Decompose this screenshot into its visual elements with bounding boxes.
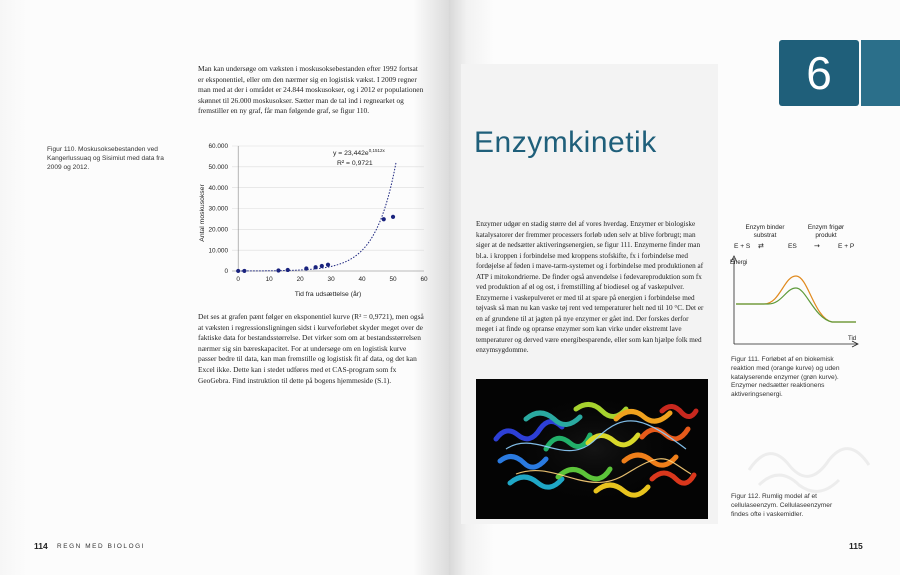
energy-axis-label: Energi — [730, 260, 748, 266]
intro-paragraph: Man kan undersøge om væksten i moskusoksebestanden efter 1992 fortsat er eksponentiel, eller om den nærmer sig en logistisk vækst. I 2009 regner man med at der i området er 24.844 moskusokser, og i 2012 er populationen skønnet til 26.000 moskusokser. Sætter man de tal ind i regnearket og fremstiller en ny graf, får man følgende graf, se figur 110. — [198, 64, 424, 116]
x-tick-label: 10 — [265, 276, 273, 283]
right-page — [449, 0, 900, 575]
data-point — [304, 266, 308, 270]
figure-111-caption: Figur 111. Forløbet af en biokemisk reaktion med (orange kurve) og uden katalyserende enzymer (grøn kurve). Enzymer nedsætter reaktionens aktiveringsenergi. — [731, 356, 840, 399]
curve-without-enzyme — [736, 276, 856, 322]
r-squared-label: R² = 0,9721 — [337, 160, 373, 167]
data-points — [236, 215, 395, 273]
x-tick-label: 0 — [236, 276, 240, 283]
y-tick-label: 10.000 — [208, 247, 228, 255]
curve-with-enzyme — [736, 288, 856, 322]
chart-tick-labels — [208, 143, 428, 283]
regression-equation: $y = 23,442e^{0,1512x}$ — [333, 148, 385, 157]
data-point — [286, 268, 290, 272]
page-number-left: 114 — [34, 541, 48, 551]
body-paragraph: Det ses at grafen pænt følger en eksponentiel kurve (R² = 0,9721), men også at væksten i regressionsligningen sidst i kurveforløbet skyder meget over de faktiske data for bestandsstørrelse. Det virker som om at bestandsstørrelsen nærmer sig sin bæreskapacitet. For at undersøge om en logistisk kurve passer bedre til data, kan man fremstille og logistisk fit af data, og det kan Excel ikke. Dette kan i stedet udføres med et CAS-program som fx GeoGebra. Find instruktion til dette på bogens hjemmeside (S.1). — [198, 312, 424, 385]
data-point — [242, 269, 246, 273]
time-axis-label: Tid — [848, 336, 857, 342]
chapter-title: Enzymkinetik — [474, 126, 657, 159]
protein-watermark — [739, 430, 879, 500]
y-axis-label: Antal moskusokser — [199, 184, 206, 242]
y-tick-label: 20.000 — [208, 226, 228, 234]
x-tick-label: 60 — [420, 276, 428, 283]
label-enzyme-releases: Enzym frigør — [807, 224, 845, 231]
label-enzyme-binds: Enzym binder — [745, 224, 785, 231]
state-start: E + S — [734, 243, 751, 250]
chapter-tab — [861, 40, 900, 106]
state-end: E + P — [838, 243, 855, 250]
data-point — [236, 269, 240, 273]
x-axis-label: Tid fra udsættelse (år) — [294, 291, 362, 298]
data-point — [391, 215, 395, 219]
energy-diagram — [728, 220, 896, 350]
left-page — [0, 0, 449, 575]
label-product: produkt — [815, 232, 837, 239]
figure-110-caption: Figur 110. Moskusoksebestanden ved Kangerlussuaq og Sisimiut med data fra 2009 og 2012. — [47, 146, 164, 171]
figure-112-caption: Figur 112. Rumlig model af et cellulaseenzym. Cellulaseenzymer findes ofte i vaskemidler. — [731, 493, 833, 518]
x-tick-label: 20 — [296, 276, 304, 283]
x-tick-label: 40 — [358, 276, 366, 283]
y-tick-label: 40.000 — [208, 184, 228, 192]
y-tick-label: 50.000 — [208, 164, 228, 172]
trendline-series — [238, 162, 396, 271]
data-point — [314, 265, 318, 269]
data-point — [382, 217, 386, 221]
running-head: REGN MED BIOLOGI — [57, 543, 146, 550]
reversible-arrow-icon: ⇄ — [758, 242, 764, 250]
x-tick-label: 30 — [327, 276, 335, 283]
population-chart — [196, 138, 436, 300]
forward-arrow-icon: → — [814, 242, 820, 250]
data-point — [326, 263, 330, 267]
protein-model-image — [476, 379, 708, 519]
data-point — [276, 268, 280, 272]
y-tick-label: 30.000 — [208, 205, 228, 213]
chapter-number-box: 6 — [779, 40, 859, 106]
enzyme-body-paragraph: Enzymer udgør en stadig større del af vores hverdag. Enzymer er biologiske katalysatorer der fremmer processers forløb uden selv at blive forbrugt; man siger at de nedsætter aktiveringsenergien, se figur 111. Enzymerne finder man bl.a. i kroppen i forbindelse med kroppens stofskifte, fx i forbindelse med fordøjelse af føden i mave-tarm-systemet og i forbindelse med produktionen af ATP i mitokondrierne. De finder også anvendelse i fødevareproduktion som fx ved produktion af øl og ost, i fremstilling af biodiesel og af vaskepulver. Enzymerne i vaskepulveret er med til at spare på energien i forbindelse med tøjvask så man nu kan vaske tøj rent ved temperaturer helt ned til 10 °C. Det er en af grundene til at jagten på nye enzymer er gået ind. Der forskes derfor meget i at finde og opranse enzymer som kan virke under ekstremt lave temperaturer og derved være energibesparende, eller som kan hjælpe folk med enzymsygdomme. — [476, 220, 704, 354]
y-tick-label: 60.000 — [208, 143, 228, 151]
state-mid: ES — [788, 243, 797, 250]
x-tick-label: 50 — [389, 276, 397, 283]
data-point — [320, 264, 324, 268]
chart-grid — [232, 146, 424, 271]
y-tick-label: 0 — [224, 268, 228, 276]
label-substrate: substrat — [753, 232, 777, 239]
page-number-right: 115 — [849, 541, 863, 551]
